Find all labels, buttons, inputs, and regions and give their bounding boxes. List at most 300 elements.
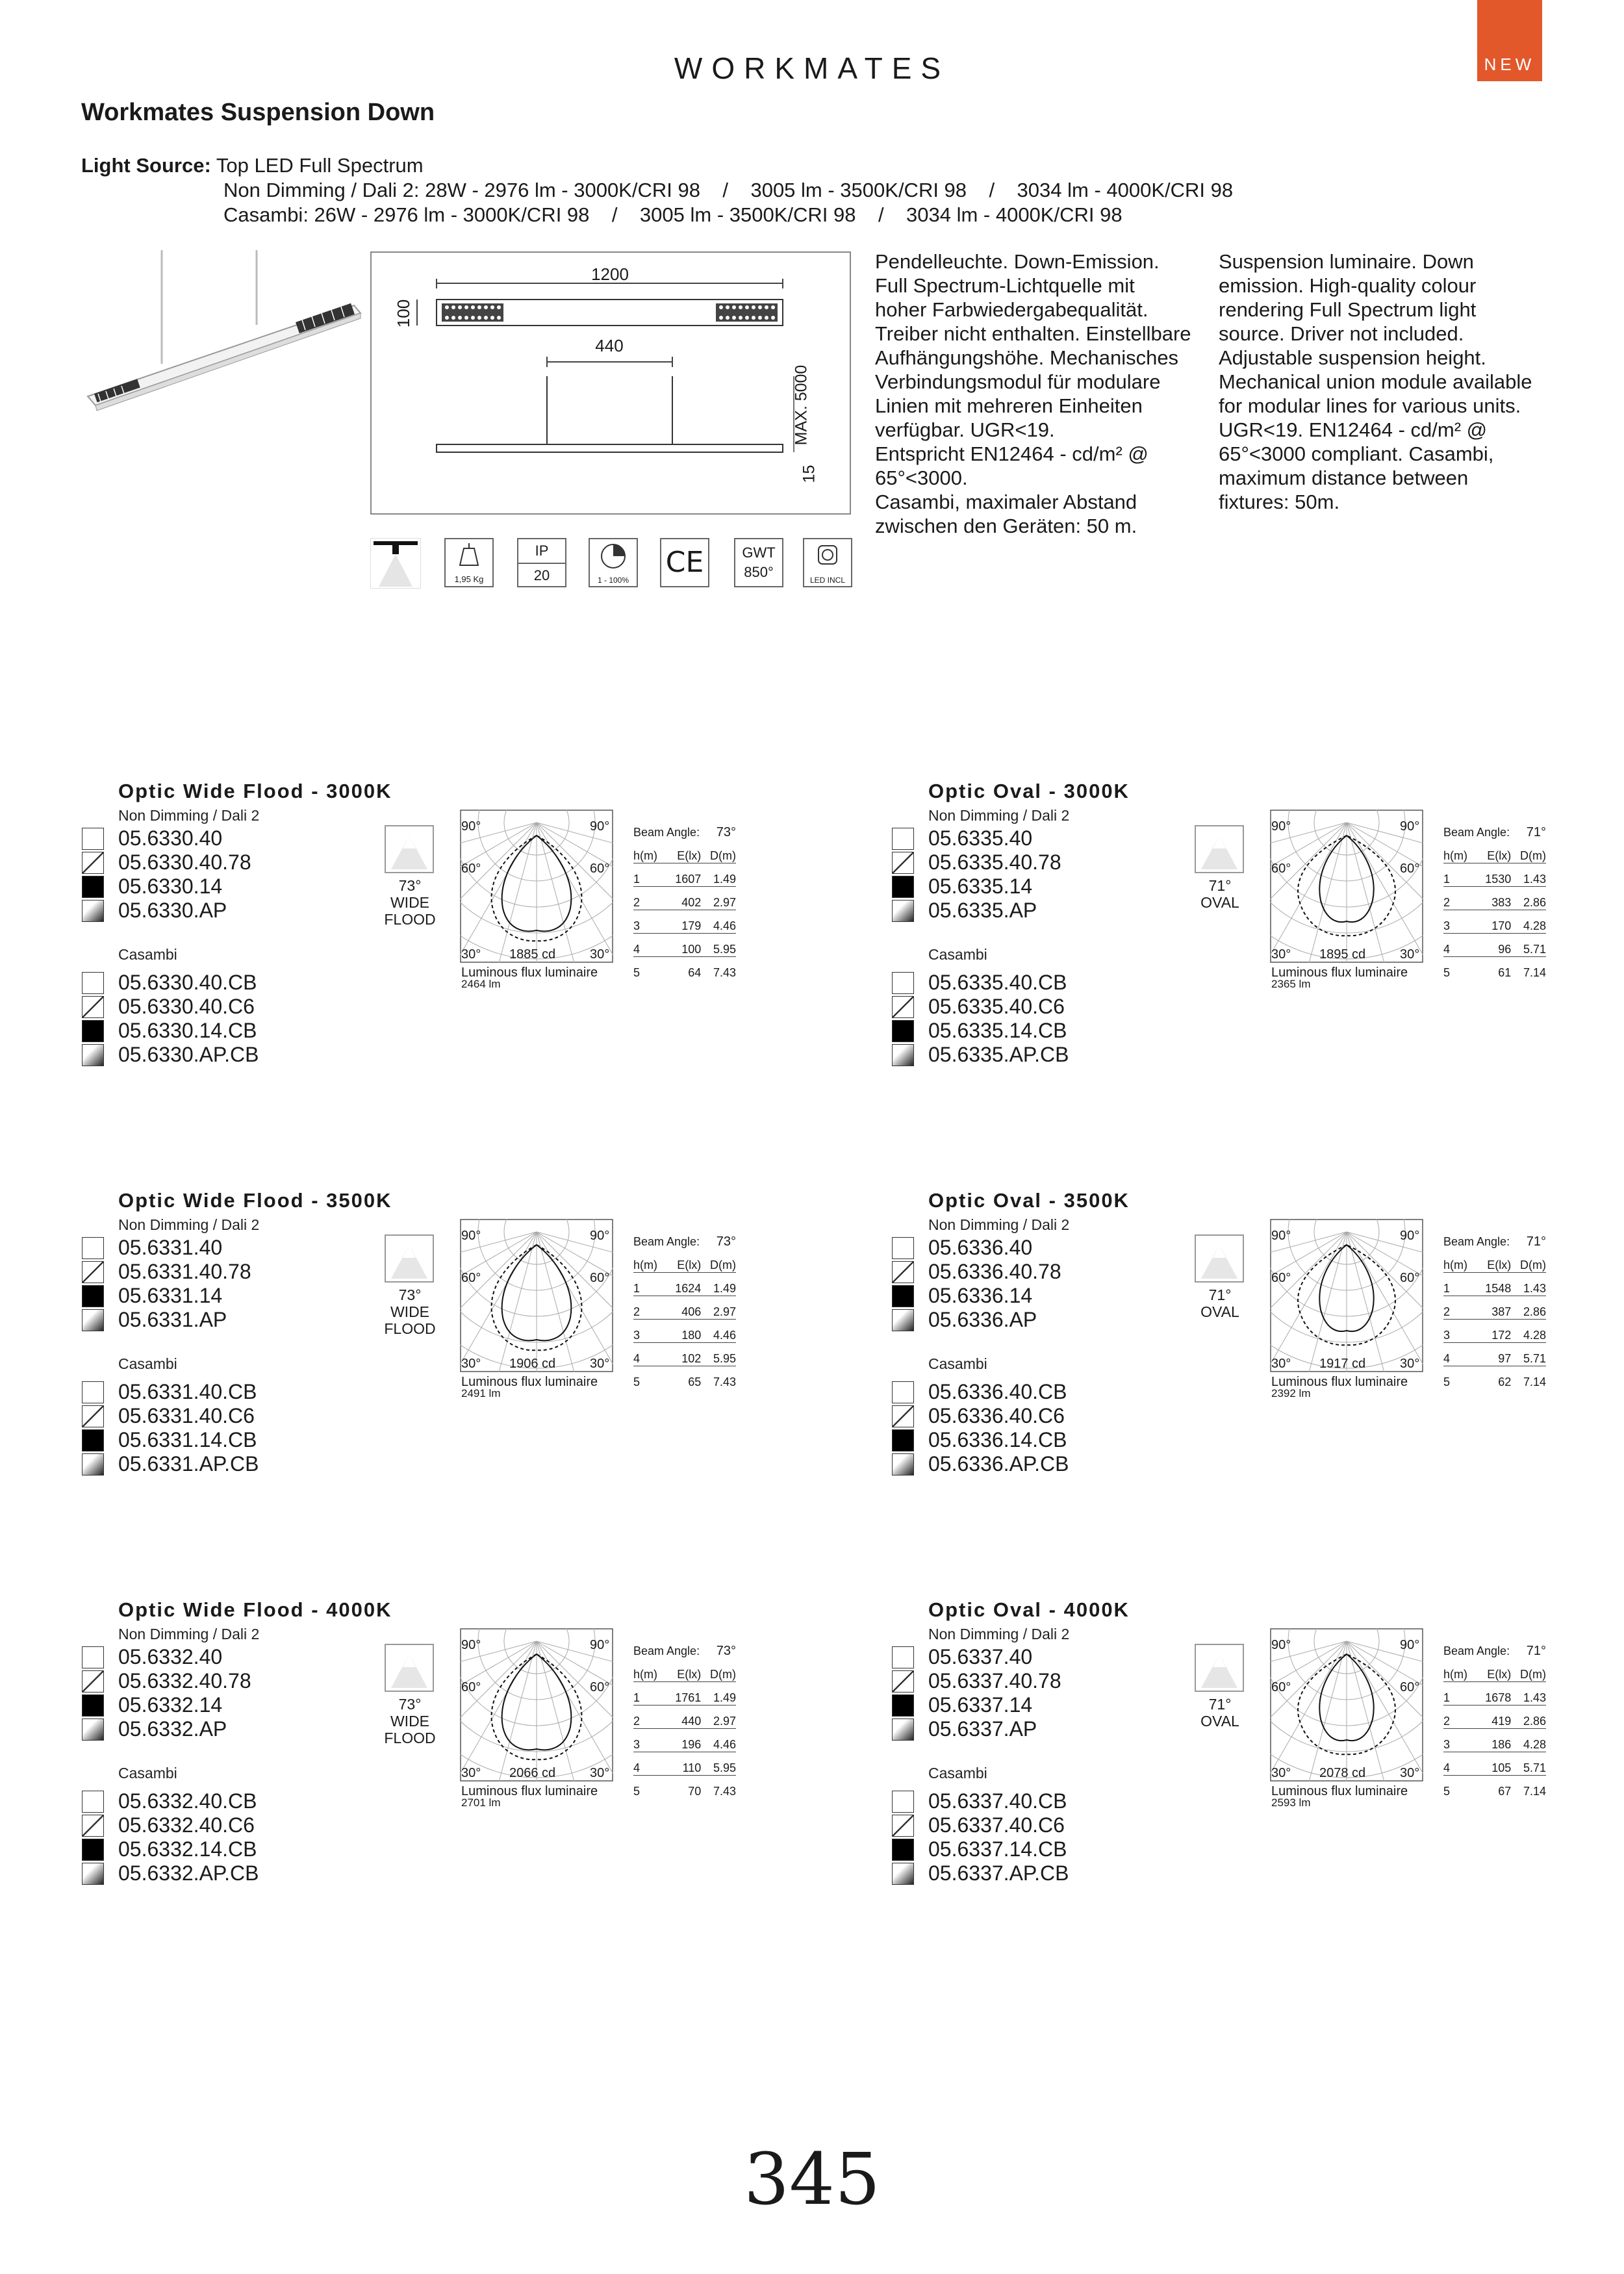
beam-row xyxy=(1443,1682,1546,1706)
finish-swatch xyxy=(892,1694,914,1717)
beam-e: 1761 xyxy=(670,1682,701,1706)
optic-label xyxy=(1181,877,1259,911)
beam-row xyxy=(633,1682,736,1706)
finish-swatch xyxy=(892,1285,914,1307)
beam-e: 179 xyxy=(670,910,701,934)
beam-d: 2.97 xyxy=(701,887,736,910)
product-code: 05.6331.40.C6 xyxy=(118,1404,255,1427)
luminous-flux-label: Luminous flux luminaire xyxy=(1271,1784,1408,1798)
finish-swatch xyxy=(82,1020,104,1042)
beam-angle-value: 73° xyxy=(716,1644,736,1658)
optic-name: OVAL xyxy=(1200,1713,1239,1730)
luminous-flux-value: 2392 lm xyxy=(1271,1387,1311,1399)
luminous-flux-label: Luminous flux luminaire xyxy=(461,965,598,980)
finish-swatch xyxy=(82,1815,104,1837)
optic-name: OVAL xyxy=(1200,1303,1239,1320)
optic-name-2: FLOOD xyxy=(384,1320,436,1337)
product-code: 05.6335.40.C6 xyxy=(928,995,1065,1018)
beam-d: 1.43 xyxy=(1511,1273,1546,1296)
optic-name: WIDE xyxy=(390,1713,430,1730)
finish-swatch xyxy=(82,1791,104,1813)
polar-label-90-left: 90° xyxy=(1271,1638,1291,1652)
desc-de-line: Aufhängungshöhe. Mechanisches xyxy=(875,346,1179,369)
product-code: 05.6337.40 xyxy=(928,1645,1033,1668)
beam-h: 5 xyxy=(1443,966,1451,979)
beam-d: 2.86 xyxy=(1511,1296,1546,1320)
beam-row xyxy=(633,957,736,980)
finish-swatch xyxy=(82,900,104,922)
optic-beam-icon xyxy=(1195,1644,1244,1692)
col-d: D(m) xyxy=(1511,1249,1546,1273)
polar-label-30-left: 30° xyxy=(1271,1357,1291,1371)
beam-h: 5 xyxy=(633,966,641,979)
beam-d: 4.28 xyxy=(1511,1320,1546,1343)
weight-icon xyxy=(444,538,494,587)
col-h: h(m) xyxy=(633,1659,670,1682)
beam-table xyxy=(633,1234,736,1389)
beam-h: 4 xyxy=(633,1343,670,1366)
beam-e: 70 xyxy=(688,1785,702,1798)
beam-row xyxy=(633,887,736,910)
product-code: 05.6331.40 xyxy=(118,1236,223,1259)
finish-swatch xyxy=(892,972,914,994)
polar-label-30-left: 30° xyxy=(461,1357,481,1371)
casambi-label: Casambi xyxy=(928,1765,987,1782)
product-code: 05.6332.40.CB xyxy=(118,1789,257,1813)
polar-label-60-left: 60° xyxy=(1271,1271,1291,1285)
polar-label-60-right: 60° xyxy=(1400,862,1420,876)
beam-row xyxy=(633,1729,736,1752)
finish-swatch xyxy=(82,852,104,874)
finish-swatch xyxy=(892,1405,914,1427)
finish-swatch xyxy=(892,1718,914,1741)
optic-angle: 71° xyxy=(1208,1286,1232,1303)
polar-peak-cd: 1895 cd xyxy=(1319,947,1366,962)
beam-row xyxy=(633,1366,736,1390)
beam-angle-label: Beam Angle: xyxy=(1443,826,1510,839)
gwt-label: GWT xyxy=(742,544,776,561)
optic-label xyxy=(371,1696,449,1746)
beam-e: 64 xyxy=(688,966,702,979)
beam-h: 3 xyxy=(1443,1320,1480,1343)
beam-e: 172 xyxy=(1480,1320,1511,1343)
beam-d: 5.95 xyxy=(701,934,736,957)
finish-swatch xyxy=(892,828,914,850)
product-code: 05.6330.AP xyxy=(118,899,227,922)
beam-row xyxy=(1443,1776,1546,1799)
optic-beam-icon xyxy=(385,1644,434,1692)
desc-en-line: emission. High-quality colour xyxy=(1219,274,1477,297)
light-source-line2: Non Dimming / Dali 2: 28W - 2976 lm - 3000K/CRI 98 / 3005 lm - 3500K/CRI 98 / 3034 lm - 4000K/CRI 98 xyxy=(223,179,1234,201)
dim-length: 1200 xyxy=(591,264,629,284)
beam-h: 1 xyxy=(1443,1273,1480,1296)
finish-swatch xyxy=(82,1285,104,1307)
beam-row xyxy=(1443,863,1546,887)
beam-row xyxy=(1443,1729,1546,1752)
finish-swatch xyxy=(892,1237,914,1259)
beam-table xyxy=(1443,825,1546,980)
dim-depth: 15 xyxy=(800,465,818,483)
desc-de-line: Full Spectrum-Lichtquelle mit xyxy=(875,274,1135,297)
beam-e: 1530 xyxy=(1480,863,1511,887)
beam-angle-label: Beam Angle: xyxy=(633,1235,700,1248)
beam-e: 383 xyxy=(1480,887,1511,910)
finish-swatch xyxy=(82,972,104,994)
beam-row xyxy=(633,863,736,887)
finish-swatch xyxy=(82,1044,104,1066)
col-h: h(m) xyxy=(1443,1249,1480,1273)
polar-diagram xyxy=(460,1219,613,1372)
product-code: 05.6330.40.C6 xyxy=(118,995,255,1018)
beam-row xyxy=(1443,1706,1546,1729)
beam-d: 4.28 xyxy=(1511,1729,1546,1752)
finish-swatch xyxy=(892,1044,914,1066)
beam-row xyxy=(633,1296,736,1320)
dim-span: 440 xyxy=(595,336,624,355)
finish-swatch xyxy=(82,1694,104,1717)
section-title: Optic Oval - 4000K xyxy=(928,1598,1130,1621)
product-code: 05.6337.14.CB xyxy=(928,1837,1067,1861)
optic-name: OVAL xyxy=(1200,894,1239,911)
beam-h: 4 xyxy=(1443,1752,1480,1776)
desc-de-line: zwischen den Geräten: 50 m. xyxy=(875,515,1137,537)
optic-section xyxy=(892,1598,1619,1904)
col-d: D(m) xyxy=(701,840,736,863)
beam-e: 402 xyxy=(670,887,701,910)
section-title: Optic Oval - 3500K xyxy=(928,1189,1130,1212)
beam-d: 1.43 xyxy=(1511,863,1546,887)
desc-de-line: Linien mit mehreren Einheiten xyxy=(875,394,1143,417)
product-code: 05.6332.14.CB xyxy=(118,1837,257,1861)
optic-beam-icon xyxy=(385,1234,434,1283)
beam-h: 1 xyxy=(1443,1682,1480,1706)
finish-swatch xyxy=(82,1646,104,1668)
beam-d: 5.95 xyxy=(701,1343,736,1366)
finish-swatch xyxy=(82,996,104,1018)
polar-label-30-left: 30° xyxy=(461,1766,481,1780)
polar-peak-cd: 2066 cd xyxy=(509,1766,556,1780)
beam-e: 105 xyxy=(1480,1752,1511,1776)
beam-h: 3 xyxy=(1443,1729,1480,1752)
beam-angle-value: 71° xyxy=(1526,825,1546,839)
finish-swatch xyxy=(82,1670,104,1693)
beam-h: 1 xyxy=(633,863,670,887)
polar-diagram xyxy=(460,810,613,963)
beam-h: 4 xyxy=(633,934,670,957)
beam-h: 2 xyxy=(1443,887,1480,910)
finish-swatch xyxy=(892,1839,914,1861)
beam-d: 1.49 xyxy=(701,1273,736,1296)
section-title: Optic Wide Flood - 4000K xyxy=(118,1598,392,1621)
polar-label-60-right: 60° xyxy=(590,1271,610,1285)
desc-de-line: Pendelleuchte. Down-Emission. xyxy=(875,250,1160,273)
product-code: 05.6336.40.CB xyxy=(928,1380,1067,1403)
finish-swatch xyxy=(82,1839,104,1861)
polar-label-30-right: 30° xyxy=(590,947,610,962)
beam-d: 4.46 xyxy=(701,1729,736,1752)
finish-swatch xyxy=(82,1381,104,1403)
product-code: 05.6330.14 xyxy=(118,875,223,898)
product-code: 05.6331.40.78 xyxy=(118,1260,251,1283)
polar-peak-cd: 1885 cd xyxy=(509,947,556,962)
beam-table xyxy=(1443,1234,1546,1389)
finish-swatch xyxy=(82,828,104,850)
desc-en-line: Suspension luminaire. Down xyxy=(1219,250,1474,273)
desc-en-line: Mechanical union module available xyxy=(1219,370,1532,393)
product-code: 05.6331.40.CB xyxy=(118,1380,257,1403)
optic-angle: 73° xyxy=(398,1286,422,1303)
product-code: 05.6330.40 xyxy=(118,826,223,850)
beam-h: 2 xyxy=(1443,1706,1480,1729)
optic-beam-icon xyxy=(1195,825,1244,873)
ip-rating-icon xyxy=(517,538,566,587)
luminous-flux-value: 2701 lm xyxy=(461,1796,501,1809)
optic-label xyxy=(371,1286,449,1337)
beam-row xyxy=(633,1273,736,1296)
light-source-line3: Casambi: 26W - 2976 lm - 3000K/CRI 98 / 3005 lm - 3500K/CRI 98 / 3034 lm - 4000K/CRI 98 xyxy=(223,203,1123,226)
polar-label-60-right: 60° xyxy=(590,1680,610,1694)
beam-row xyxy=(1443,1343,1546,1366)
product-code: 05.6330.40.CB xyxy=(118,971,257,994)
product-code: 05.6337.AP xyxy=(928,1717,1037,1741)
optic-angle: 73° xyxy=(398,877,422,894)
beam-angle-label: Beam Angle: xyxy=(1443,1235,1510,1248)
polar-peak-cd: 1906 cd xyxy=(509,1357,556,1371)
beam-e: 170 xyxy=(1480,910,1511,934)
finish-swatch xyxy=(892,1791,914,1813)
optic-angle: 73° xyxy=(398,1696,422,1713)
beam-d: 5.71 xyxy=(1511,1343,1546,1366)
optic-label xyxy=(371,877,449,928)
non-dimming-label: Non Dimming / Dali 2 xyxy=(928,1626,1070,1642)
product-code: 05.6332.14 xyxy=(118,1693,223,1717)
product-code: 05.6331.AP.CB xyxy=(118,1452,259,1476)
beam-e: 1678 xyxy=(1480,1682,1511,1706)
desc-en-line: maximum distance between xyxy=(1219,466,1469,489)
optic-label xyxy=(1181,1696,1259,1730)
finish-swatch xyxy=(892,1309,914,1331)
non-dimming-label: Non Dimming / Dali 2 xyxy=(118,1626,260,1642)
beam-angle-value: 73° xyxy=(716,1234,736,1249)
optic-name: WIDE xyxy=(390,1303,430,1320)
beam-row xyxy=(633,934,736,957)
col-e: E(lx) xyxy=(1480,840,1511,863)
finish-swatch xyxy=(82,1405,104,1427)
polar-label-60-left: 60° xyxy=(461,862,481,876)
dimension-drawing xyxy=(370,251,851,515)
beam-e: 419 xyxy=(1480,1706,1511,1729)
optic-section xyxy=(82,780,809,1085)
product-code: 05.6336.14.CB xyxy=(928,1428,1067,1451)
desc-de-line: 65°<3000. xyxy=(875,466,968,489)
polar-diagram xyxy=(1270,810,1423,963)
polar-label-90-right: 90° xyxy=(1400,1638,1420,1652)
beam-e: 180 xyxy=(670,1320,701,1343)
product-code: 05.6332.40 xyxy=(118,1645,223,1668)
optic-beam-icon xyxy=(385,825,434,873)
product-code: 05.6337.40.C6 xyxy=(928,1813,1065,1837)
finish-swatch xyxy=(892,1261,914,1283)
polar-label-30-right: 30° xyxy=(1400,1766,1420,1780)
product-code: 05.6337.40.78 xyxy=(928,1669,1061,1693)
finish-swatch xyxy=(82,1429,104,1451)
beam-e: 440 xyxy=(670,1706,701,1729)
beam-row xyxy=(1443,957,1546,980)
casambi-label: Casambi xyxy=(928,946,987,963)
desc-en-line: UGR<19. EN12464 - cd/m² @ xyxy=(1219,418,1488,441)
product-code: 05.6335.40.CB xyxy=(928,971,1067,994)
desc-en-line: rendering Full Spectrum light xyxy=(1219,298,1477,321)
polar-label-90-right: 90° xyxy=(590,819,610,834)
beam-d: 4.46 xyxy=(701,910,736,934)
product-code: 05.6336.AP.CB xyxy=(928,1452,1069,1476)
beam-row xyxy=(1443,1296,1546,1320)
beam-table xyxy=(1443,1644,1546,1798)
col-h: h(m) xyxy=(633,840,670,863)
beam-e: 387 xyxy=(1480,1296,1511,1320)
description-en xyxy=(1219,249,1532,514)
polar-label-30-left: 30° xyxy=(1271,947,1291,962)
polar-label-90-left: 90° xyxy=(1271,819,1291,834)
finish-swatch xyxy=(82,1309,104,1331)
luminous-flux-label: Luminous flux luminaire xyxy=(1271,965,1408,980)
col-d: D(m) xyxy=(1511,840,1546,863)
beam-e: 61 xyxy=(1498,966,1512,979)
beam-h: 5 xyxy=(633,1785,641,1798)
finish-swatch xyxy=(82,876,104,898)
product-code: 05.6332.40.78 xyxy=(118,1669,251,1693)
beam-d: 5.95 xyxy=(701,1752,736,1776)
dim-max: MAX. 5000 xyxy=(792,364,811,446)
finish-swatch xyxy=(892,876,914,898)
beam-h: 5 xyxy=(1443,1785,1451,1798)
col-e: E(lx) xyxy=(670,840,701,863)
luminous-flux-value: 2593 lm xyxy=(1271,1796,1311,1809)
product-code: 05.6337.40.CB xyxy=(928,1789,1067,1813)
dimming-icon xyxy=(589,538,638,587)
col-e: E(lx) xyxy=(1480,1659,1511,1682)
beam-row xyxy=(1443,1752,1546,1776)
desc-de-line: Entspricht EN12464 - cd/m² @ xyxy=(875,442,1148,465)
polar-peak-cd: 1917 cd xyxy=(1319,1357,1366,1371)
beam-d: 4.46 xyxy=(701,1320,736,1343)
light-source-line1 xyxy=(81,153,424,178)
beam-h: 1 xyxy=(633,1273,670,1296)
product-code: 05.6330.AP.CB xyxy=(118,1043,259,1066)
beam-e: 97 xyxy=(1480,1343,1511,1366)
product-code: 05.6335.AP xyxy=(928,899,1037,922)
beam-d: 2.86 xyxy=(1511,887,1546,910)
beam-d: 2.97 xyxy=(701,1296,736,1320)
casambi-label: Casambi xyxy=(118,946,177,963)
optic-section xyxy=(82,1598,809,1904)
beam-row xyxy=(633,1706,736,1729)
col-h: h(m) xyxy=(1443,1659,1480,1682)
luminous-flux-value: 2365 lm xyxy=(1271,978,1311,990)
beam-d: 2.86 xyxy=(1511,1706,1546,1729)
product-code: 05.6335.AP.CB xyxy=(928,1043,1069,1066)
beam-row xyxy=(1443,1273,1546,1296)
beam-e: 67 xyxy=(1498,1785,1512,1798)
casambi-label: Casambi xyxy=(928,1355,987,1372)
gwt-icon xyxy=(734,538,783,587)
polar-label-30-right: 30° xyxy=(1400,1357,1420,1371)
beam-h: 3 xyxy=(633,910,670,934)
product-code: 05.6332.40.C6 xyxy=(118,1813,255,1837)
page-title: Workmates Suspension Down xyxy=(81,99,435,126)
section-title: Optic Wide Flood - 3000K xyxy=(118,780,392,802)
beam-d: 1.49 xyxy=(701,1682,736,1706)
polar-label-60-left: 60° xyxy=(461,1271,481,1285)
beam-e: 1548 xyxy=(1480,1273,1511,1296)
polar-diagram xyxy=(1270,1628,1423,1782)
col-e: E(lx) xyxy=(670,1659,701,1682)
polar-label-60-right: 60° xyxy=(1400,1271,1420,1285)
finish-swatch xyxy=(892,1381,914,1403)
desc-en-line: source. Driver not included. xyxy=(1219,322,1464,345)
product-code: 05.6335.14.CB xyxy=(928,1019,1067,1042)
beam-h: 1 xyxy=(1443,863,1480,887)
non-dimming-label: Non Dimming / Dali 2 xyxy=(928,807,1070,824)
new-badge: NEW xyxy=(1477,0,1542,81)
col-d: D(m) xyxy=(701,1249,736,1273)
col-d: D(m) xyxy=(701,1659,736,1682)
desc-de-line: verfügbar. UGR<19. xyxy=(875,418,1055,441)
beam-e: 1607 xyxy=(670,863,701,887)
section-title: Optic Oval - 3000K xyxy=(928,780,1130,802)
beam-row xyxy=(633,1320,736,1343)
ce-mark-icon: CE xyxy=(660,538,709,587)
beam-d: 1.43 xyxy=(1511,1682,1546,1706)
luminous-flux-label: Luminous flux luminaire xyxy=(461,1784,598,1798)
casambi-label: Casambi xyxy=(118,1765,177,1782)
beam-d: 7.43 xyxy=(713,1785,736,1798)
non-dimming-label: Non Dimming / Dali 2 xyxy=(118,1216,260,1233)
polar-label-30-left: 30° xyxy=(1271,1766,1291,1780)
col-e: E(lx) xyxy=(1480,1249,1511,1273)
beam-row xyxy=(633,1752,736,1776)
beam-row xyxy=(633,1343,736,1366)
dim-height: 100 xyxy=(394,299,414,328)
product-code: 05.6335.40.78 xyxy=(928,850,1061,874)
beam-d: 4.28 xyxy=(1511,910,1546,934)
beam-h: 2 xyxy=(1443,1296,1480,1320)
polar-label-30-left: 30° xyxy=(461,947,481,962)
beam-angle-label: Beam Angle: xyxy=(633,826,700,839)
desc-de-line: Treiber nicht enthalten. Einstellbare xyxy=(875,322,1191,345)
desc-en-line: for modular lines for various units. xyxy=(1219,394,1521,417)
product-code: 05.6336.40.78 xyxy=(928,1260,1061,1283)
beam-h: 2 xyxy=(633,1706,670,1729)
led-included-icon xyxy=(803,538,852,587)
beam-d: 1.49 xyxy=(701,863,736,887)
polar-label-60-left: 60° xyxy=(461,1680,481,1694)
beam-e: 1624 xyxy=(670,1273,701,1296)
finish-swatch xyxy=(892,1429,914,1451)
beam-d: 7.14 xyxy=(1523,966,1546,979)
luminous-flux-value: 2491 lm xyxy=(461,1387,501,1399)
beam-table xyxy=(633,825,736,980)
optic-section xyxy=(892,780,1619,1085)
polar-label-90-right: 90° xyxy=(590,1229,610,1243)
down-emission-icon xyxy=(370,538,421,589)
beam-e: 110 xyxy=(670,1752,701,1776)
luminous-flux-label: Luminous flux luminaire xyxy=(1271,1375,1408,1389)
product-code: 05.6336.AP xyxy=(928,1308,1037,1331)
desc-de-line: Verbindungsmodul für modulare xyxy=(875,370,1161,393)
finish-swatch xyxy=(82,1718,104,1741)
beam-e: 100 xyxy=(670,934,701,957)
